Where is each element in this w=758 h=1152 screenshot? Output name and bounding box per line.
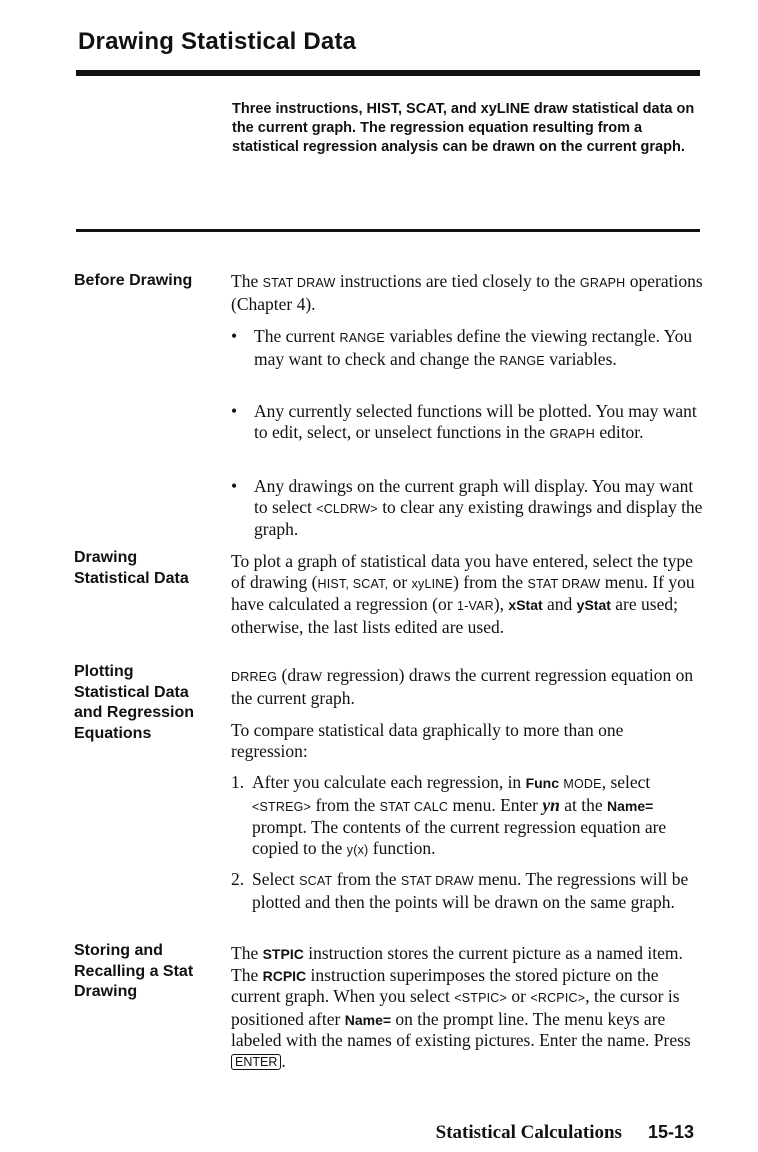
bullet-range: • The current RANGE variables define the viewing rectangle. You may want to check and change the RANGE variables. [231,326,693,369]
step-number: 1. [231,772,245,792]
footer-chapter: Statistical Calculations [435,1122,622,1143]
compare-paragraph: To compare statistical data graphically to more than one regression: [231,720,624,761]
bullet-drawings: • Any drawings on the current graph will display. You may want to select <CLDRW> to clear any existing drawings and display the graph. [231,476,703,539]
heading-plotting-regression: Plotting Statistical Data and Regression Equations [74,663,195,742]
page-footer [436,1122,694,1144]
before-drawing-paragraph: The STAT DRAW instructions are tied closely to the GRAPH operations (Chapter 4). [231,271,703,314]
step-2: 2. Select SCAT from the STAT DRAW menu. The regressions will be plotted and then the points will be drawn on the same graph. [231,869,689,912]
page-title: Drawing Statistical Data [78,28,357,55]
bullet-icon: • [231,476,238,496]
drawing-paragraph: To plot a graph of statistical data you have entered, select the type of drawing (HIST, SCAT, or xyLINE) from the STAT DRAW menu. If you have calculated a regression (or 1-VAR), xStat and yStat are used; otherwise, the last lists edited are used. [231,551,695,637]
heading-storing-recalling: Storing and Recalling a Stat Drawing [74,942,194,1000]
intro-paragraph: Three instructions, HIST, SCAT, and xyLINE draw statistical data on the current graph. The regression equation resulting from a statistical regression analysis can be drawn on the current graph. [232,101,695,155]
bullet-functions: • Any currently selected functions will be plotted. You may want to edit, select, or unselect functions in the GRAPH editor. [231,401,697,442]
section-divider [76,229,700,232]
drreg-paragraph: DRREG (draw regression) draws the current regression equation on the current graph. [231,665,694,708]
bullet-icon: • [231,326,238,346]
enter-key-icon: ENTER [231,1054,281,1070]
heading-before-drawing: Before Drawing [74,272,193,289]
storing-paragraph: The STPIC instruction stores the current picture as a named item. The RCPIC instruction superimposes the stored picture on the current graph. When you select <STPIC> or <RCPIC>, the cursor is positioned after Name= on the prompt line. The menu keys are labeled with the names of existing pictures. Enter the name. Press ENTER . [231,943,691,1071]
step-number: 2. [231,869,245,889]
step-1: 1. After you calculate each regression, in Func MODE, select <STREG> from the STAT CALC menu. Enter yn at the Name= prompt. The contents of the current regression equation are copied to the y(x) function. [231,772,667,858]
page-number: 15-13 [647,1122,694,1142]
heading-drawing-statistical-data: Drawing Statistical Data [74,549,189,587]
bullet-icon: • [231,401,238,421]
title-divider [76,70,700,76]
